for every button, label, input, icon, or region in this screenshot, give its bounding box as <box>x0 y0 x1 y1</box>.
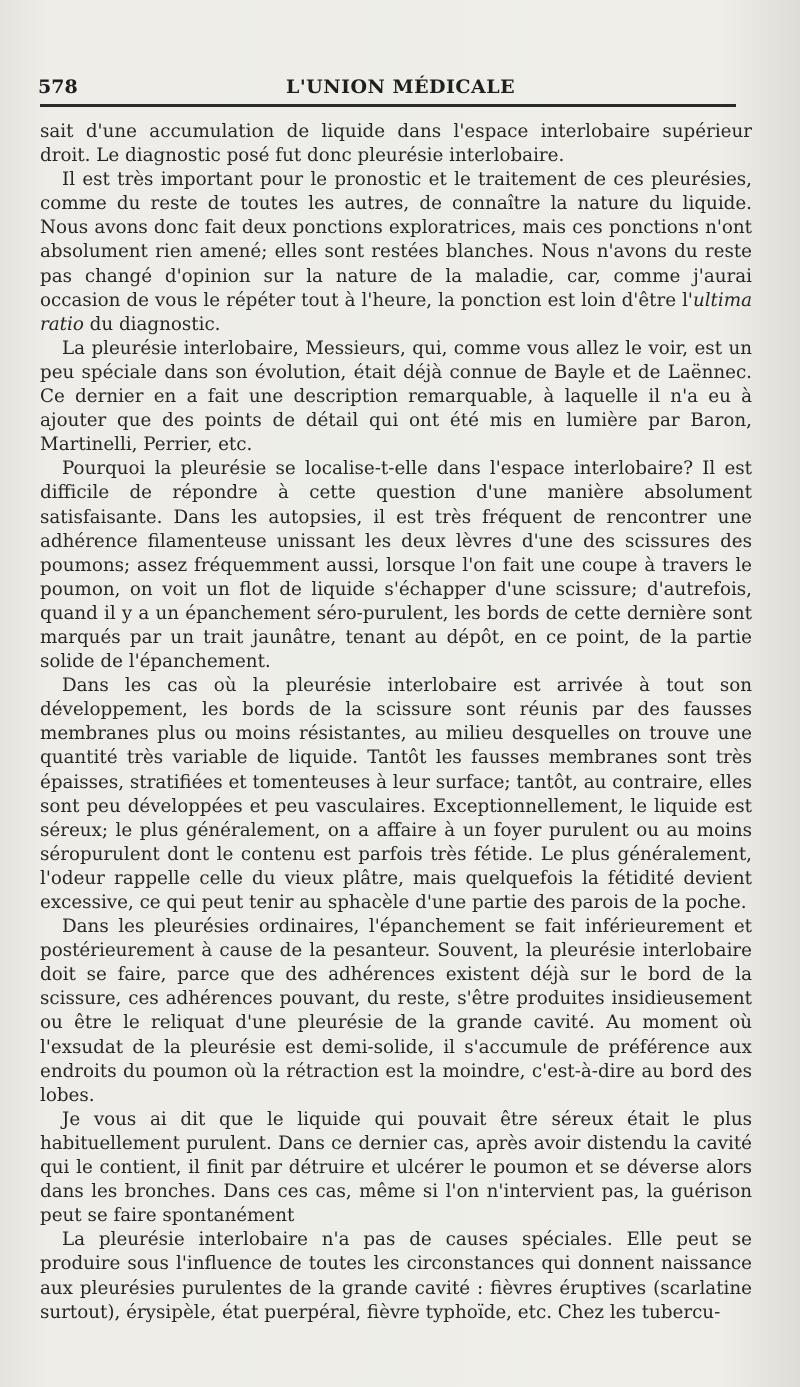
page-header <box>38 76 750 104</box>
header-rule <box>40 104 736 107</box>
paragraph-ponctions-end: du diagnostic. <box>83 313 221 335</box>
article-body <box>40 120 752 1325</box>
paragraph-ponctions <box>40 168 752 337</box>
paragraph-localisation: Pourquoi la pleurésie se localise-t-elle dans l'espace interlobaire? Il est difficile de répondre à cette question d'une manière absolument satisfaisante. Dans les autopsies, il est très fréquent de rencontrer une adhérence filamenteuse unissant les deux lèvres d'une des scissures des poumons; assez fréquemment aussi, lorsque l'on fait une coupe à travers le poumon, on voit un flot de liquide s'échapper d'une scissure; d'autrefois, quand il y a un épanchement séro-purulent, les bords de cette dernière sont marqués par un trait jaunâtre, tenant au dépôt, en ce point, de la partie solide de l'épanchement. <box>40 458 752 673</box>
page-number: 578 <box>38 76 78 98</box>
paragraph-historique: La pleurésie interlobaire, Messieurs, qui, comme vous allez le voir, est un peu spéciale dans son évolution, était déjà connue de Bayle et de Laënnec. Ce dernier en a fait une description remarquable, à laquelle il n'a eu à ajouter que des points de détail qui ont été mis en lumière par Baron, Martinelli, Perrier, etc. <box>40 337 752 456</box>
paragraph-mecanisme: Dans les pleurésies ordinaires, l'épanchement se fait inférieurement et postérieurement à cause de la pesanteur. Souvent, la pleurésie interlobaire doit se faire, parce que des adhérences existent déjà sur le bord de la scissure, ces adhérences pouvant, du reste, s'être produites insidieusement ou être le reliquat d'une pleurésie de la grande cavité. Au moment où l'exsudat de la pleurésie est demi-solide, il s'accumule de préférence aux endroits du poumon où la rétraction est la moindre, c'est-à-dire au bord des lobes. <box>40 916 752 1106</box>
paragraph-causes: La pleurésie interlobaire n'a pas de causes spéciales. Elle peut se produire sous l'influence de toutes les circonstances qui donnent naissance aux pleurésies purulentes de la grande cavité : fièvres éruptives (scarlatine surtout), érysipèle, état puerpéral, fièvre typhoïde, etc. Chez les tubercu- <box>40 1229 752 1323</box>
paragraph-anatomie: Dans les cas où la pleurésie interlobaire est arrivée à tout son développement, les bords de la scissure sont réunis par des fausses membranes plus ou moins résistantes, au milieu desquelles on trouve une quantité très variable de liquide. Tantôt les fausses membranes sont très épaisses, stratifiées et tomenteuses à leur surface; tantôt, au contraire, elles sont peu développées et peu vasculaires. Exceptionnellement, le liquide est séreux; le plus généralement, on a affaire à un foyer purulent ou au moins séropurulent dont le contenu est parfois très fétide. Le plus généralement, l'odeur rappelle celle du vieux plâtre, mais quelquefois la fétidité devient excessive, ce qui peut tenir au sphacèle d'une partie des parois de la poche. <box>40 675 752 913</box>
paragraph-evolution: Je vous ai dit que le liquide qui pouvait être séreux était le plus habituellement purulent. Dans ce dernier cas, après avoir distendu la cavité qui le contient, il finit par détruire et ulcérer le poumon et se déverse alors dans les bronches. Dans ces cas, même si l'on n'intervient pas, la guérison peut se faire spontanément <box>40 1108 752 1227</box>
running-title: L'UNION MÉDICALE <box>286 76 516 98</box>
paragraph-ponctions-text: Il est très important pour le pronostic et le traitement de ces pleurésies, comme du reste de toutes les autres, de connaître la nature du liquide. Nous avons donc fait deux ponctions exploratrices, mais ces ponctions n'ont absolument rien amené; elles sont restées blanches. Nous n'avons du reste pas changé d'opinion sur la nature de la maladie, car, comme j'aurai occasion de vous le répéter tout à l'heure, la ponction est loin d'être l' <box>40 169 752 311</box>
paragraph-continuation: sait d'une accumulation de liquide dans l'espace interlobaire supérieur droit. Le diagnostic posé fut donc pleurésie interlobaire. <box>40 121 752 167</box>
italic-ultima-ratio: ultima ratio <box>40 289 752 335</box>
